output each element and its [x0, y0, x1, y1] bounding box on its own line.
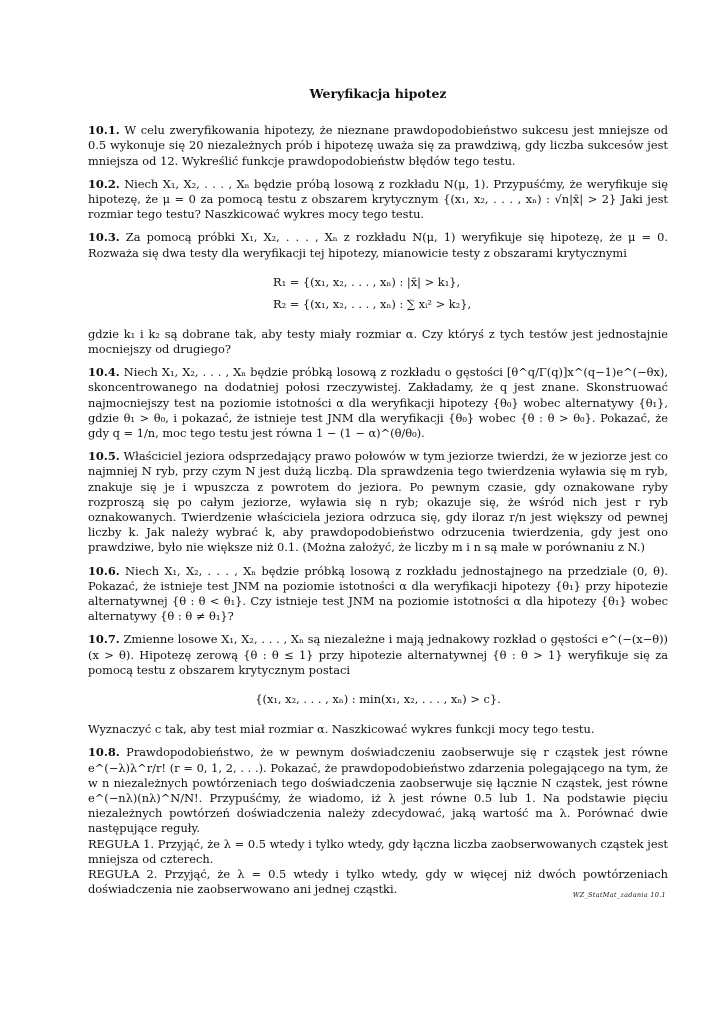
problem-number: 10.1.: [88, 123, 120, 138]
problem-text: Prawdopodobieństwo, że w pewnym doświadczeniu zaobserwuje się r cząstek jest równe e^(−λ)λ^r/r! (r = 0, 1, 2, . . .). Pokazać, że prawdopodobieństwo zdarzenia polegającego na tym, że w n niezależnych powtórzeniach tego doświadczenia zaobserwuje się łącznie N cząstek, jest równe e^(−nλ)(nλ)^N/N!. Przypuśćmy, że wiadomo, iż λ jest równe 0.5 lub 1. Na podstawie pięciu niezależnych powtórzeń doświadczenia należy zdecydować, jaką wartość ma λ. Porównać dwie następujące reguły.: [88, 745, 669, 836]
formula-r2: R₂ = {(x₁, x₂, . . . , xₙ) : ∑ xᵢ² > k₂},: [273, 296, 472, 311]
problem-10-1: [88, 123, 668, 169]
problem-text: Właściciel jeziora odsprzedający prawo połowów w tym jeziorze twierdzi, że w jeziorze jest co najmniej N ryb, przy czym N jest dużą liczbą. Dla sprawdzenia tego twierdzenia wyławia się m ryb, znakuje się je i wpuszcza z powrotem do jeziora. Po pewnym czasie, gdy oznakowane ryby rozproszą się po całym jeziorze, wyławia się n ryb; okazuje się, że wśród nich jest r ryb oznakowanych. Twierdzenie właściciela jeziora odrzuca się, gdy iloraz r/n jest większy od pewnej liczby k. Jak należy wybrać k, aby prawdopodobieństwo odrzucenia twierdzenia, gdy jest ono prawdziwe, było nie większe niż 0.1. (Można założyć, że liczby m i n są małe w porównaniu z N.): [88, 449, 669, 555]
problem-text: Niech X₁, X₂, . . . , Xₙ będzie próbą losową z rozkładu N(μ, 1). Przypuśćmy, że weryfikuje się hipotezę, że μ = 0 za pomocą testu z obszarem krytycznym {(x₁, x₂, . . . , xₙ) : √n|x̄| > 2} Jaki jest rozmiar tego testu? Naszkicować wykres mocy tego testu.: [88, 176, 668, 222]
problem-10-2: [88, 177, 668, 223]
problem-number: 10.6.: [88, 563, 120, 578]
problem-10-5: [88, 449, 668, 555]
problem-text-continued: Wyznaczyć c tak, aby test miał rozmiar α. Naszkicować wykres funkcji mocy tego testu.: [88, 722, 595, 737]
formula-r1: R₁ = {(x₁, x₂, . . . , xₙ) : |x̄| > k₁},: [273, 274, 461, 289]
rule-1: REGUŁA 1. Przyjąć, że λ = 0.5 wtedy i tylko wtedy, gdy łączna liczba zaobserwowanych cząstek jest mniejsza od czterech.: [88, 836, 668, 866]
problem-10-7: [88, 632, 668, 737]
problem-10-3: [88, 230, 668, 357]
problem-number: 10.7.: [88, 632, 120, 647]
problem-number: 10.8.: [88, 745, 120, 760]
problem-text-continued: gdzie k₁ i k₂ są dobrane tak, aby testy miały rozmiar α. Czy któryś z tych testów jest jednostajnie mocniejszy od drugiego?: [88, 326, 668, 357]
formula-min-region: {(x₁, x₂, . . . , xₙ) : min(x₁, x₂, . . . , xₙ) > c}.: [255, 692, 501, 707]
critical-region-display: [88, 688, 668, 710]
problem-text: Niech X₁, X₂, . . . , Xₙ będzie próbką losową z rozkładu jednostajnego na przedziale (0, θ). Pokazać, że istnieje test JNM na poziomie istotności α dla weryfikacji hipotezy {θ₁} przy hipotezie alternatywnej {θ : θ < θ₁}. Czy istnieje test JNM na poziomie istotności α dla hipotezy {θ₁} wobec alternatywy {θ : θ ≠ θ₁}?: [88, 563, 669, 624]
problem-number: 10.2.: [88, 176, 120, 191]
problem-10-8: [88, 745, 668, 897]
page-title: Weryfikacja hipotez: [309, 86, 447, 101]
problem-number: 10.3.: [88, 230, 120, 245]
problem-text: Niech X₁, X₂, . . . , Xₙ będzie próbką losową z rozkładu o gęstości [θ^q/Γ(q)]x^(q−1)e^(−θx), skoncentrowanego na dodatniej połosi rzeczywistej. Zakładamy, że q jest znane. Skonstruować najmocniejszy test na poziomie istotności α dla weryfikacji hipotezy {θ₀} wobec alternatywy {θ₁}, gdzie θ₁ > θ₀, i pokazać, że istnieje test JNM dla weryfikacji {θ₀} wobec {θ : θ > θ₀}. Pokazać, że gdy q = 1/n, moc tego testu jest równa 1 − (1 − α)^(θ/θ₀).: [88, 365, 668, 441]
problem-number: 10.4.: [88, 365, 120, 380]
critical-regions-display: [88, 271, 668, 315]
problem-10-4: [88, 365, 668, 441]
problem-text: W celu zweryfikowania hipotezy, że nieznane prawdopodobieństwo sukcesu jest mniejsze od 0.5 wykonuje się 20 niezależnych prób i hipotezę uważa się za prawdziwą, gdy liczba sukcesów jest mniejsza od 12. Wykreślić funkcje prawdopodobieństw błędów tego testu.: [88, 123, 668, 168]
problem-10-6: [88, 564, 668, 625]
problem-text: Za pomocą próbki X₁, X₂, . . . , Xₙ z rozkładu N(μ, 1) weryfikuje się hipotezę, że μ = 0. Rozważa się dwa testy dla weryfikacji tej hipotezy, mianowicie testy z obszarami krytycznymi: [88, 230, 668, 260]
rule-2: REGUŁA 2. Przyjąć, że λ = 0.5 wtedy i tylko wtedy, gdy w więcej niż dwóch powtórzeniach doświadczenia nie zaobserwowano ani jednej cząstki.: [88, 866, 668, 897]
problem-number: 10.5.: [88, 449, 120, 464]
problem-text: Zmienne losowe X₁, X₂, . . . , Xₙ są niezależne i mają jednakowy rozkład o gęstości e^(−(x−θ)) (x > θ). Hipotezę zerową {θ : θ ≤ 1} przy hipotezie alternatywnej {θ : θ > 1} weryfikuje się za pomocą testu z obszarem krytycznym postaci: [88, 632, 668, 677]
page-footer: WZ_StatMat_zadania 10.1: [572, 891, 666, 899]
